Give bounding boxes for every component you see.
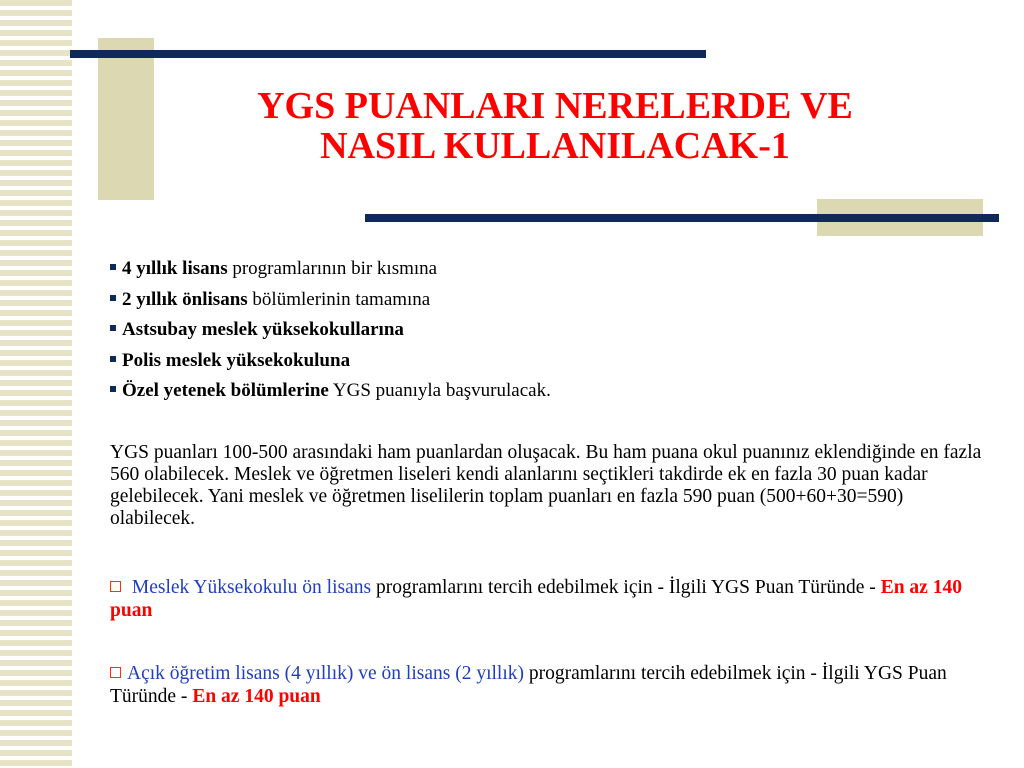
square-bullet-icon (110, 325, 116, 331)
bullet-bold-text: Polis meslek yüksekokuluna (122, 349, 351, 371)
bullet-text: bölümlerinin tamamına (247, 288, 431, 310)
checkbox-item-2 (110, 662, 990, 708)
bullet-item (110, 285, 551, 316)
item-text: programlarını tercih edebilmek için - İlgili YGS Puan Türünde - (110, 663, 947, 707)
item-highlight: Meslek Yüksekokulu ön lisans (131, 577, 372, 598)
slide-title (170, 86, 940, 166)
item-highlight: Açık öğretim lisans (4 yıllık) ve ön lisans (2 yıllık) (127, 663, 524, 684)
item-emphasis: En az 140 puan (110, 577, 962, 621)
decorative-block-top (98, 38, 154, 200)
checkbox-item-1 (110, 576, 990, 622)
bullet-item (110, 346, 551, 377)
bullet-item (110, 376, 551, 407)
info-paragraph: YGS puanları 100-500 arasındaki ham puanlardan oluşacak. Bu ham puana okul puanınız eklendiğinde en fazla 560 olabilecek. Meslek ve öğretmen liseleri kendi alanlarını seçtikleri takdirde ek en fazla 30 puan kadar gelebilecek. Yani meslek ve öğretmen liselilerin toplam puanları en fazla 590 puan (500+60+30=590) olabilecek. (110, 442, 982, 529)
square-bullet-icon (110, 295, 116, 301)
bullet-list (110, 254, 551, 407)
square-bullet-icon (110, 386, 116, 392)
item-emphasis: En az 140 puan (192, 686, 321, 707)
decorative-line-bottom (365, 214, 999, 222)
bullet-item (110, 254, 551, 285)
square-bullet-icon (110, 264, 116, 270)
item-text: programlarını tercih edebilmek için - İlgili YGS Puan Türünde - (371, 577, 881, 598)
bullet-bold-text: 2 yıllık önlisans (122, 288, 248, 310)
bullet-text: programlarının bir kısmına (227, 258, 438, 279)
bullet-item (110, 315, 551, 346)
decorative-stripes (0, 0, 72, 768)
bullet-bold-text: Astsubay meslek yüksekokullarına (122, 319, 404, 340)
square-bullet-icon (110, 356, 116, 362)
title-line-1: YGS PUANLARI NERELERDE VE (257, 85, 853, 127)
checkbox-bullet-icon (110, 581, 121, 592)
title-line-2: NASIL KULLANILACAK-1 (320, 125, 790, 167)
bullet-bold-text: 4 yıllık lisans (122, 258, 228, 279)
bullet-text: YGS puanıyla başvurulacak. (328, 380, 551, 401)
checkbox-bullet-icon (110, 667, 121, 678)
decorative-line-top (70, 50, 706, 58)
bullet-bold-text: Özel yetenek bölümlerine (122, 380, 329, 401)
